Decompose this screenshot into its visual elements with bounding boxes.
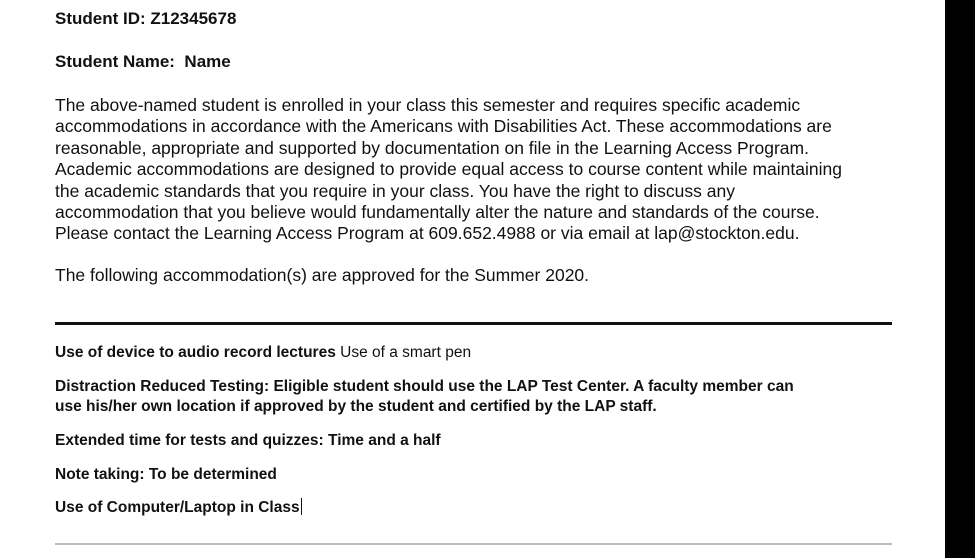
student-name-label: Student Name: [55, 52, 175, 71]
paragraph-line: accommodations in accordance with the Americans with Disabilities Act. These accommodations are [55, 116, 832, 137]
student-id-value: Z12345678 [150, 9, 237, 28]
paragraph-line: accommodation that you believe would fundamentally alter the nature and standards of the course. [55, 202, 820, 223]
section-divider [55, 322, 892, 325]
accommodation-item: Note taking: To be determined [55, 466, 277, 483]
accommodation-item[interactable] [55, 498, 302, 518]
text-cursor [301, 498, 302, 515]
accommodation-item: Extended time for tests and quizzes: Time and a half [55, 432, 441, 449]
student-id-line [55, 9, 236, 29]
paragraph-line: reasonable, appropriate and supported by documentation on file in the Learning Access Program. [55, 137, 809, 158]
student-name-line [55, 52, 231, 72]
accommodation-item [55, 343, 471, 363]
paragraph-line: The above-named student is enrolled in your class this semester and requires specific academic [55, 95, 801, 115]
student-id-label: Student ID: [55, 9, 146, 28]
accommodation-detail: Use of a smart pen [340, 344, 472, 361]
accommodation-item [55, 377, 794, 417]
accommodation-title-line: use his/her own location if approved by the student and certified by the LAP staff. [55, 398, 657, 415]
accommodation-title: Use of device to audio record lectures [55, 344, 336, 361]
accommodation-title: Use of Computer/Laptop in Class [55, 499, 300, 516]
paragraph-line: the academic standards that you require in your class. You have the right to discuss any [55, 180, 735, 201]
paragraph-line: Academic accommodations are designed to provide equal access to course content while maintaining [55, 159, 842, 180]
paragraph-line: Please contact the Learning Access Program at 609.652.4988 or via email at lap@stockton.edu. [55, 223, 800, 244]
bottom-divider [55, 543, 892, 545]
student-name-value: Name [184, 52, 231, 71]
notice-paragraph [55, 95, 842, 245]
approved-statement: The following accommodation(s) are approved for the Summer 2020. [55, 265, 590, 285]
accommodation-title-line: Distraction Reduced Testing: Eligible student should use the LAP Test Center. A faculty member can [55, 378, 794, 395]
